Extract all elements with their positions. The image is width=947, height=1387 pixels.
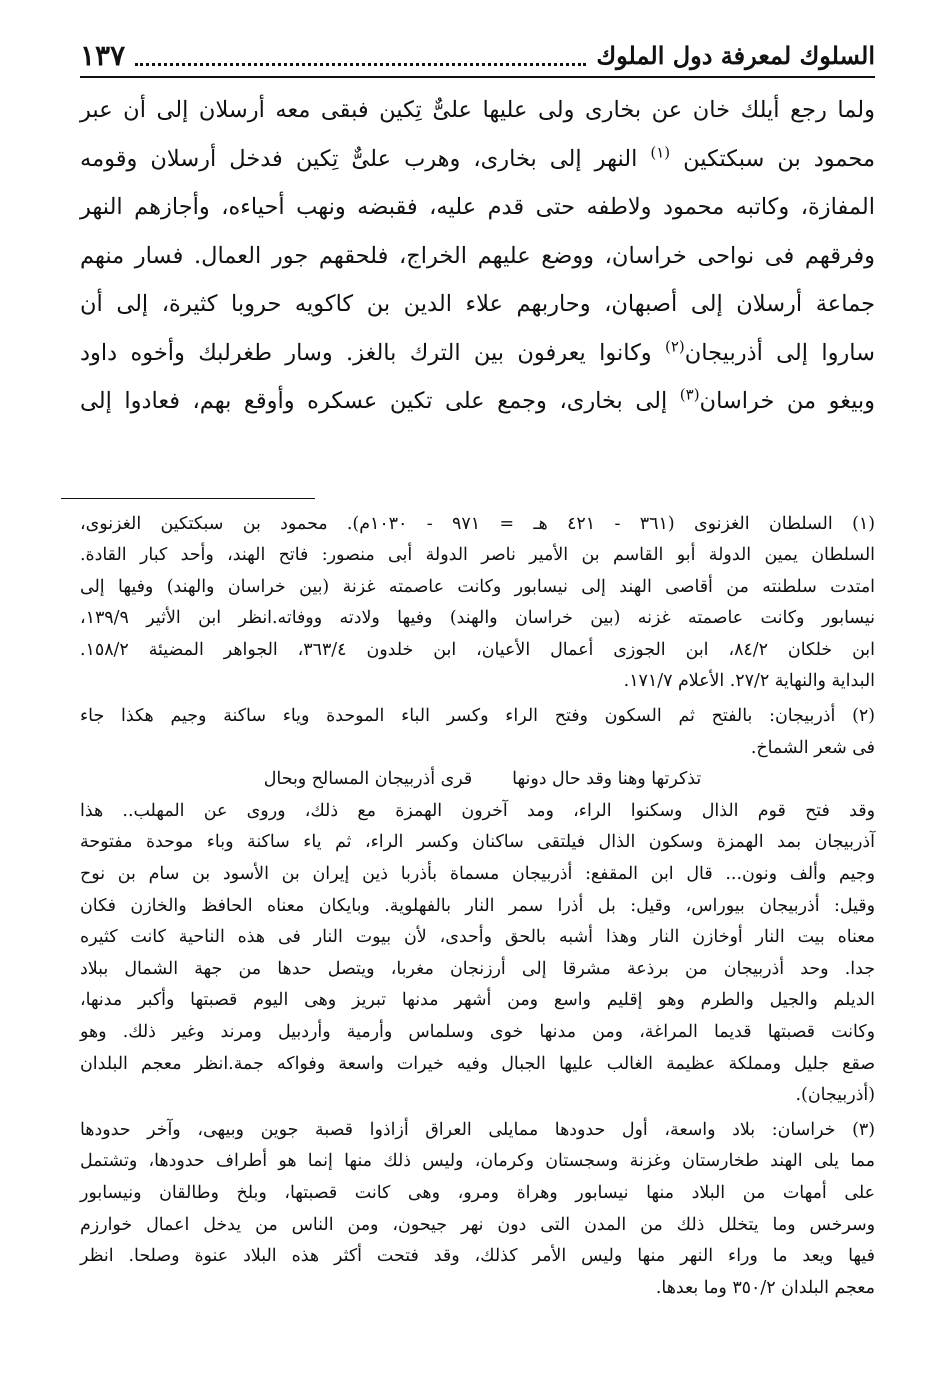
footnote-ref[interactable]: (٢) (664, 337, 685, 355)
footnote-ref[interactable]: (١) (650, 143, 671, 161)
footnote-2: (٢) أذربيجان: بالفتح ثم السكون وفتح الراء وكسر الباء الموحدة وياء ساكنة وجيم هكذا جاء فى شعر الشماخ. تذكرتها وهنا وقد حال دونها قرى أذربيجان المسالح وبحال وقد فتح قوم الذال وسكنوا الراء، ومد آخرون الهمزة مع ذلك، وروى عن المهلب.. هذا آذربيجان بمد الهمزة وسكون الذال فيلتقى ساكنان وكسر الراء، ثم ياء ساكنة وباء موحدة مفتوحة وجيم وألف ونون... قال ابن المقفع: أذربيجان مسماة بأذربا ذين إيران بن الأسود بن سام بن نوح وقيل: أذربيجان بيوراس، وقيل: بل أذرا سمر النار بالفهلوية. وبايكان معناه الحافظ والخازن فكان معناه بيت النار أوخازن النار وهذا أشبه بالحق وأحدى، لأن بيوت النار فى هذه الناحية كانت كثيره جدا. وحد أذربيجان من برذعة مشرقا إلى أرزنجان مغربا، ويتصل حدها من جهة الشمال ببلاد الديلم والجيل والطرم وهو إقليم واسع ومن أشهر مدنها تبريز وهى اليوم قصبتها وأكبر مدنها، وكانت قصبتها قديما المراغة، ومن مدنها خوى وسلماس وأرمية وأردبيل ومرند وغير ذلك. وهو صقع جليل ومملكة عظيمة الغالب عليها الجبال وفيه خيرات واسعة وفواكه جمة.انظر معجم البلدان (أذربيجان). (80, 706, 875, 1106)
verse-first-hemistich: تذكرتها وهنا وقد حال دونها (512, 769, 702, 790)
main-text (80, 86, 875, 426)
body-line: جماعة أرسلان إلى أصبهان، وحاربهم علاء الدين بن كاكويه حروبا كثيرة، إلى أن (80, 291, 875, 317)
running-header (80, 30, 875, 78)
page-number: ١٣٧ (80, 39, 126, 72)
body-line: المفازة، وكاتبه محمود ولاطفه حتى قدم عليه، فقبضه ونهب أحياءه، وأجازهم النهر (80, 194, 875, 220)
body-line: ساروا إلى أذربيجان$^{(٢)}$ وكانوا يعرفون بين الترك بالغز. وسار طغرلبك وأخوه داود (80, 337, 876, 366)
body-line: وفرقهم فى نواحى خراسان، ووضع عليهم الخراج، فلحقهم جور العمال. فسار منهم (80, 242, 875, 269)
body-line: ولما رجع أيلك خان عن بخارى ولى عليها علىٌّ تِكين فبقى معه أرسلان إلى أن عبر (80, 97, 875, 123)
header-dot-leader (135, 62, 586, 66)
footnotes (80, 509, 875, 1305)
verse-second-hemistich: قرى أذربيجان المسالح وبحال (263, 769, 473, 790)
body-line: وبيغو من خراسان$^{(٣)}$ إلى بخارى، وجمع على تكين عسكره وأوقع بهم، فعادوا إلى (80, 385, 875, 414)
footnote-1: (١) السلطان الغزنوى (٣٦١ - ٤٢١ هـ = ٩٧١ - ١٠٣٠م). محمود بن سبكتكين الغزنوى، السلطان يمين الدولة أبو القاسم بن الأمير ناصر الدولة أبى منصور: فاتح الهند، وأحد كبار القادة. امتدت سلطنته من أقاصى الهند إلى نيسابور وكانت عاصمته غزنة (بين خراسان والهند) وفيها إلى نيسابور وكانت عاصمته غزنه (بين خراسان والهند) وفيها ولادته ووفاته.انظر ابن الأثير ١٣٩/٩، ابن خلكان ٨٤/٢، ابن الجوزى أعمال الأعيان، ابن خلدون ٣٦٣/٤، الجواهر المضيئة ١٥٨/٢. البداية والنهاية ٢٧/٢. الأعلام ١٧١/٧. (80, 513, 876, 692)
footnote-ref[interactable]: (٣) (679, 385, 700, 404)
book-title: السلوك لمعرفة دول الملوك (596, 41, 875, 70)
poetry-verse (80, 764, 875, 796)
footnote-separator (61, 498, 315, 499)
body-line: محمود بن سبكتكين $^{(١)}$ النهر إلى بخارى، وهرب علىٌّ تِكين فدخل أرسلان وقومه (80, 143, 876, 172)
footnote-3: (٣) خراسان: بلاد واسعة، أول حدودها ممايلى العراق أزاذوا قصبة جوين وبيهى، وآخر حدودها مما يلى الهند طخارستان وغزنة وسجستان وكرمان، وليس ذلك منها إنما هو أطراف حدودها، وتشتمل على أمهات من البلاد منها نيسابور وهراة ومرو، وهى كانت قصبتها، وبلخ وطالقان ونيسابور وسرخس وما يتخلل ذلك من المدن التى دون نهر جيحون، ومن الناس من يدخل اعمال خوارزم فيها ويعد ما وراء النهر منها وليس الأمر كذلك، وقد فتحت أكثر هذه البلاد عنوة وصلحا. انظر معجم البلدان ٣٥٠/٢ وما بعدها. (80, 1119, 875, 1298)
